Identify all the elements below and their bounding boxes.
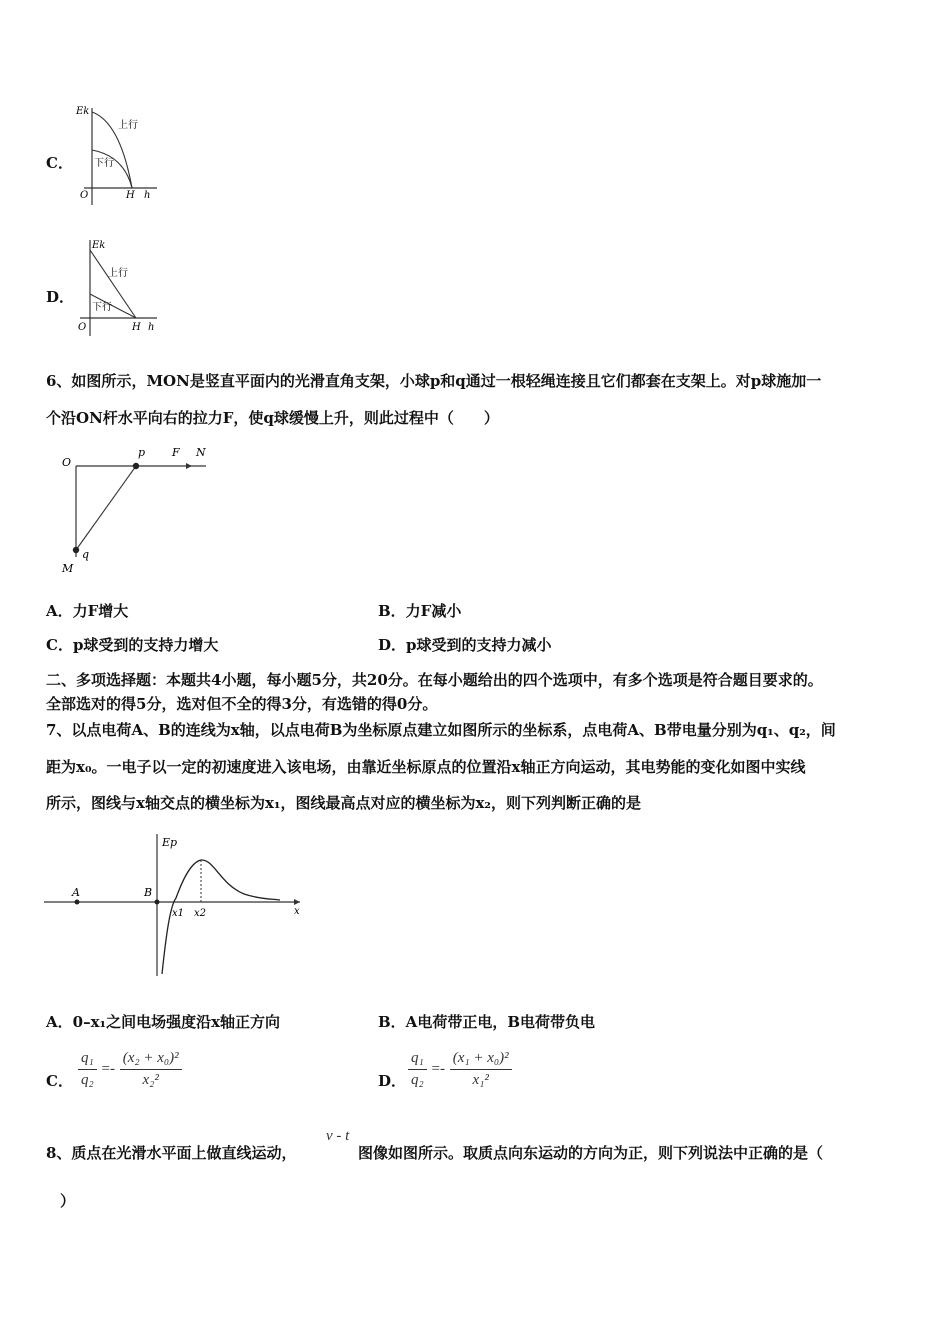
fig7-Ep: Ep	[162, 836, 178, 849]
q7-option-a: A．0–x₁之间电场强度沿x轴正方向	[46, 1013, 281, 1031]
q6-option-b: B．力F减小	[378, 602, 462, 620]
charge-B	[155, 900, 160, 905]
d-r-num: (x₁ + x₀)²	[450, 1050, 512, 1070]
q8-line2: ）	[60, 1192, 76, 1210]
graph-c-ylabel: Ek	[76, 106, 90, 117]
d-r-den: x₁²	[472, 1072, 489, 1088]
q8-line1b: 图像如图所示。取质点向东运动的方向为正，则下列说法中正确的是（	[358, 1144, 824, 1162]
ball-p	[133, 463, 139, 469]
q6-option-a: A．力F增大	[46, 602, 129, 620]
ball-q	[73, 547, 79, 553]
q7-line1: 7、以点电荷A、B的连线为x轴，以点电荷B为坐标原点建立如图所示的坐标系，点电荷A、B带电量分别为q₁、q₂，间	[46, 721, 836, 739]
q6-line2: 个沿ON杆水平向右的拉力F，使q球缓慢上升，则此过程中（ ）	[46, 409, 499, 427]
graph-d-origin: O	[78, 322, 87, 333]
section2-line2: 全部选对的得5分，选对但不全的得3分，有选错的得0分。	[46, 695, 438, 713]
q8-vt: v - t	[326, 1128, 350, 1144]
q7-line2: 距为x₀。一电子以一定的初速度进入该电场，由靠近坐标原点的位置沿x轴正方向运动，其电势能的变化如图中实线	[46, 758, 806, 776]
q7-option-b: B．A电荷带正电，B电荷带负电	[378, 1013, 595, 1031]
fig7-x1: x1	[172, 908, 185, 919]
option-c-label: C．	[46, 154, 73, 172]
option-d-label: D．	[46, 288, 75, 306]
c-q-den: q₂	[81, 1072, 94, 1088]
fig6-O: O	[62, 456, 72, 469]
fig7-B: B	[144, 886, 153, 899]
graph-c-origin: O	[80, 190, 89, 201]
c-eq: =-	[101, 1061, 115, 1077]
c-r-num: (x₂ + x₀)²	[120, 1050, 182, 1070]
fig7-A: A	[72, 886, 80, 899]
fig6-N: N	[196, 446, 206, 459]
q6-line1: 6、如图所示，MON是竖直平面内的光滑直角支架，小球p和q通过一根轻绳连接且它们都套在支架上。对p球施加一	[46, 372, 822, 390]
graph-c	[72, 100, 167, 210]
d-eq: =-	[431, 1061, 445, 1077]
q6-option-d: D．p球受到的支持力减小	[378, 636, 552, 654]
graph-c-h: h	[144, 190, 151, 201]
graph-d-h: h	[148, 322, 155, 333]
d-q-den: q₂	[411, 1072, 424, 1088]
q8-line1a: 8、质点在光滑水平面上做直线运动，	[46, 1144, 297, 1162]
fig6-q: q	[82, 548, 90, 561]
q7-option-c-formula	[78, 1050, 182, 1089]
fig6-M: M	[62, 562, 74, 575]
q6-figure	[56, 442, 216, 577]
fig7-x: x	[294, 906, 300, 917]
charge-A	[75, 900, 80, 905]
graph-c-down-curve	[92, 150, 132, 188]
graph-d-H: H	[132, 322, 141, 333]
graph-d-ylabel: Ek	[92, 240, 106, 251]
q7-figure	[44, 826, 314, 981]
q6-option-c: C．p球受到的支持力增大	[46, 636, 219, 654]
fig7-x2: x2	[194, 908, 207, 919]
graph-d	[72, 236, 167, 341]
d-q-num: q₁	[408, 1050, 427, 1070]
c-r-den: x₂²	[142, 1072, 159, 1088]
graph-d-down-label: 下行	[92, 302, 112, 313]
graph-c-down-label: 下行	[94, 158, 114, 169]
q7-option-c-label: C．	[46, 1072, 73, 1090]
fig6-p: p	[138, 446, 146, 459]
graph-d-up-label: 上行	[108, 268, 128, 279]
c-q-num: q₁	[78, 1050, 97, 1070]
fig6-F: F	[172, 446, 180, 459]
q7-line3: 所示，图线与x轴交点的横坐标为x₁，图线最高点对应的横坐标为x₂，则下列判断正确的是	[46, 794, 641, 812]
graph-c-H: H	[126, 190, 135, 201]
q7-option-d-label: D．	[378, 1072, 407, 1090]
section2-line1: 二、多项选择题：本题共4小题，每小题5分，共20分。在每小题给出的四个选项中，有多个选项是符合题目要求的。	[46, 671, 823, 689]
graph-c-up-label: 上行	[118, 120, 138, 131]
q7-option-d-formula	[408, 1050, 512, 1089]
